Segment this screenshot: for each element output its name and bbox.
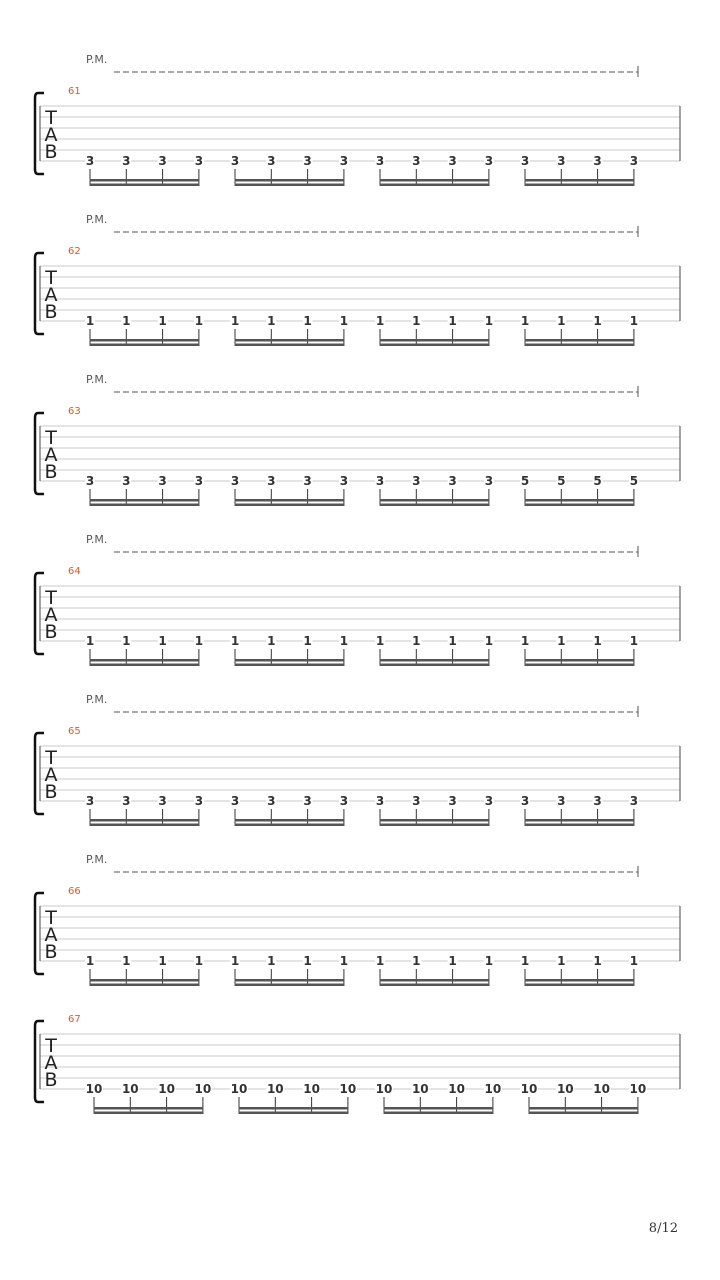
fret-number: 3: [267, 474, 276, 488]
palm-mute-label: P.M.: [86, 373, 108, 386]
fret-number: 3: [412, 474, 421, 488]
fret-number: 3: [158, 794, 167, 808]
note-beam: [380, 819, 490, 822]
fret-number: 3: [375, 474, 385, 488]
fret-number: 3: [593, 794, 602, 808]
note-beam: [529, 1107, 639, 1110]
note-beam: [239, 1112, 349, 1115]
note-beam: [90, 179, 200, 182]
fret-number: 10: [593, 1082, 610, 1096]
tab-clef-letter: T: [45, 107, 57, 129]
fret-number: 1: [412, 314, 421, 328]
fret-number: 1: [593, 314, 602, 328]
note-beam: [384, 1107, 494, 1110]
fret-number: 1: [303, 634, 312, 648]
tab-clef-letter: A: [44, 124, 58, 146]
fret-number: 3: [158, 154, 167, 168]
fret-number: 1: [520, 634, 530, 648]
tab-system-64: [35, 533, 680, 666]
note-beam: [525, 184, 635, 187]
tab-system-62: [35, 213, 680, 346]
tab-clef-letter: T: [45, 427, 57, 449]
fret-number: 3: [122, 794, 131, 808]
note-beam: [380, 499, 490, 502]
tab-system-65: [35, 693, 680, 826]
measure-number: 64: [68, 566, 81, 577]
fret-number: 1: [629, 314, 639, 328]
palm-mute-label: P.M.: [86, 693, 108, 706]
note-beam: [235, 664, 345, 667]
note-beam: [90, 659, 200, 662]
fret-number: 3: [158, 474, 167, 488]
note-beam: [384, 1112, 494, 1115]
fret-number: 3: [629, 154, 639, 168]
fret-number: 5: [629, 474, 639, 488]
fret-number: 3: [412, 154, 421, 168]
fret-number: 10: [520, 1082, 538, 1096]
note-beam: [380, 179, 490, 182]
fret-number: 1: [520, 314, 530, 328]
note-beam: [235, 184, 345, 187]
note-beam: [90, 499, 200, 502]
note-beam: [235, 499, 345, 502]
fret-number: 10: [375, 1082, 393, 1096]
tab-clef-letter: B: [44, 301, 58, 323]
palm-mute-label: P.M.: [86, 53, 108, 66]
fret-number: 3: [448, 794, 457, 808]
tab-system-63: [35, 373, 680, 506]
fret-number: 3: [339, 154, 349, 168]
fret-number: 3: [375, 154, 385, 168]
fret-number: 5: [557, 474, 566, 488]
note-beam: [90, 339, 200, 342]
tab-clef-letter: A: [44, 284, 58, 306]
note-beam: [380, 184, 490, 187]
fret-number: 1: [557, 634, 566, 648]
tab-clef-letter: A: [44, 604, 58, 626]
note-beam: [235, 979, 345, 982]
fret-number: 10: [303, 1082, 320, 1096]
measure-number: 63: [68, 406, 81, 417]
note-beam: [235, 504, 345, 507]
fret-number: 3: [122, 474, 131, 488]
fret-number: 10: [556, 1082, 574, 1096]
fret-number: 1: [230, 634, 240, 648]
fret-number: 1: [484, 314, 494, 328]
fret-number: 3: [484, 154, 494, 168]
note-beam: [90, 504, 200, 507]
fret-number: 1: [194, 314, 204, 328]
fret-number: 1: [122, 634, 131, 648]
fret-number: 3: [230, 794, 240, 808]
fret-number: 3: [267, 154, 276, 168]
palm-mute-label: P.M.: [86, 533, 108, 546]
fret-number: 1: [412, 954, 421, 968]
palm-mute-label: P.M.: [86, 213, 108, 226]
note-beam: [94, 1112, 204, 1115]
fret-number: 1: [375, 634, 385, 648]
note-beam: [529, 1112, 639, 1115]
fret-number: 1: [557, 954, 566, 968]
fret-number: 3: [520, 154, 530, 168]
fret-number: 3: [194, 474, 204, 488]
fret-number: 1: [122, 954, 131, 968]
tab-clef-letter: B: [44, 1069, 58, 1091]
palm-mute-label: P.M.: [86, 853, 108, 866]
fret-number: 3: [267, 794, 276, 808]
fret-number: 1: [267, 314, 276, 328]
fret-number: 3: [593, 154, 602, 168]
note-beam: [239, 1107, 349, 1110]
fret-number: 3: [230, 474, 240, 488]
fret-number: 1: [194, 634, 204, 648]
fret-number: 10: [629, 1082, 647, 1096]
note-beam: [525, 659, 635, 662]
fret-number: 1: [303, 954, 312, 968]
note-beam: [235, 819, 345, 822]
note-beam: [94, 1107, 204, 1110]
fret-number: 3: [557, 154, 566, 168]
fret-number: 3: [412, 794, 421, 808]
fret-number: 3: [557, 794, 566, 808]
note-beam: [525, 819, 635, 822]
fret-number: 10: [158, 1082, 175, 1096]
fret-number: 1: [484, 634, 494, 648]
fret-number: 1: [484, 954, 494, 968]
tab-clef-letter: B: [44, 781, 58, 803]
fret-number: 1: [375, 954, 385, 968]
fret-number: 1: [194, 954, 204, 968]
note-beam: [380, 979, 490, 982]
fret-number: 10: [194, 1082, 212, 1096]
fret-number: 5: [593, 474, 602, 488]
note-beam: [90, 979, 200, 982]
note-beam: [235, 984, 345, 987]
note-beam: [525, 664, 635, 667]
fret-number: 3: [484, 794, 494, 808]
fret-number: 3: [230, 154, 240, 168]
note-beam: [380, 504, 490, 507]
fret-number: 1: [85, 954, 95, 968]
tab-clef-letter: A: [44, 764, 58, 786]
tab-system-66: [35, 853, 680, 986]
tab-clef-letter: T: [45, 587, 57, 609]
fret-number: 10: [339, 1082, 357, 1096]
tab-system-61: [35, 53, 680, 186]
fret-number: 10: [411, 1082, 429, 1096]
fret-number: 1: [629, 634, 639, 648]
fret-number: 10: [448, 1082, 465, 1096]
fret-number: 1: [230, 314, 240, 328]
tab-clef-letter: A: [44, 444, 58, 466]
measure-number: 66: [68, 886, 81, 897]
tab-system-67: [35, 1014, 680, 1114]
fret-number: 3: [448, 474, 457, 488]
note-beam: [235, 659, 345, 662]
note-beam: [235, 824, 345, 827]
fret-number: 3: [85, 474, 95, 488]
note-beam: [525, 179, 635, 182]
note-beam: [380, 344, 490, 347]
fret-number: 10: [484, 1082, 502, 1096]
fret-number: 3: [194, 154, 204, 168]
fret-number: 1: [339, 314, 349, 328]
fret-number: 1: [448, 634, 457, 648]
fret-number: 10: [121, 1082, 139, 1096]
tab-clef-letter: B: [44, 461, 58, 483]
note-beam: [380, 664, 490, 667]
note-beam: [90, 984, 200, 987]
fret-number: 1: [303, 314, 312, 328]
fret-number: 1: [230, 954, 240, 968]
note-beam: [90, 184, 200, 187]
tab-clef-letter: B: [44, 141, 58, 163]
note-beam: [525, 824, 635, 827]
fret-number: 3: [85, 154, 95, 168]
note-beam: [90, 664, 200, 667]
note-beam: [525, 984, 635, 987]
fret-number: 1: [267, 954, 276, 968]
fret-number: 10: [266, 1082, 284, 1096]
fret-number: 1: [412, 634, 421, 648]
note-beam: [235, 339, 345, 342]
note-beam: [380, 659, 490, 662]
note-beam: [525, 339, 635, 342]
fret-number: 3: [375, 794, 385, 808]
note-beam: [90, 819, 200, 822]
fret-number: 1: [267, 634, 276, 648]
fret-number: 3: [339, 474, 349, 488]
tab-clef-letter: T: [45, 907, 57, 929]
measure-number: 65: [68, 726, 81, 737]
tab-clef-letter: A: [44, 1052, 58, 1074]
measure-number: 67: [68, 1014, 81, 1025]
fret-number: 1: [593, 954, 602, 968]
fret-number: 1: [158, 314, 167, 328]
tab-clef-letter: A: [44, 924, 58, 946]
tab-clef-letter: T: [45, 1035, 57, 1057]
note-beam: [525, 979, 635, 982]
note-beam: [380, 984, 490, 987]
fret-number: 3: [520, 794, 530, 808]
fret-number: 3: [194, 794, 204, 808]
fret-number: 1: [122, 314, 131, 328]
fret-number: 1: [85, 634, 95, 648]
fret-number: 1: [158, 634, 167, 648]
fret-number: 1: [629, 954, 639, 968]
fret-number: 10: [85, 1082, 103, 1096]
fret-number: 3: [303, 474, 312, 488]
note-beam: [525, 344, 635, 347]
fret-number: 1: [593, 634, 602, 648]
note-beam: [90, 824, 200, 827]
measure-number: 61: [68, 86, 81, 97]
fret-number: 5: [520, 474, 530, 488]
fret-number: 3: [629, 794, 639, 808]
fret-number: 1: [557, 314, 566, 328]
fret-number: 1: [448, 954, 457, 968]
note-beam: [380, 824, 490, 827]
tab-clef-letter: B: [44, 621, 58, 643]
fret-number: 1: [85, 314, 95, 328]
fret-number: 10: [230, 1082, 248, 1096]
fret-number: 3: [484, 474, 494, 488]
note-beam: [525, 504, 635, 507]
fret-number: 3: [122, 154, 131, 168]
tab-clef-letter: T: [45, 747, 57, 769]
note-beam: [380, 339, 490, 342]
fret-number: 1: [158, 954, 167, 968]
page-number: 8/12: [648, 1221, 678, 1236]
fret-number: 3: [303, 154, 312, 168]
fret-number: 1: [448, 314, 457, 328]
note-beam: [90, 344, 200, 347]
fret-number: 1: [520, 954, 530, 968]
fret-number: 3: [448, 154, 457, 168]
fret-number: 3: [339, 794, 349, 808]
measure-number: 62: [68, 246, 81, 257]
fret-number: 1: [339, 634, 349, 648]
tab-clef-letter: B: [44, 941, 58, 963]
fret-number: 1: [375, 314, 385, 328]
fret-number: 1: [339, 954, 349, 968]
note-beam: [235, 344, 345, 347]
note-beam: [235, 179, 345, 182]
tab-clef-letter: T: [45, 267, 57, 289]
fret-number: 3: [85, 794, 95, 808]
note-beam: [525, 499, 635, 502]
fret-number: 3: [303, 794, 312, 808]
